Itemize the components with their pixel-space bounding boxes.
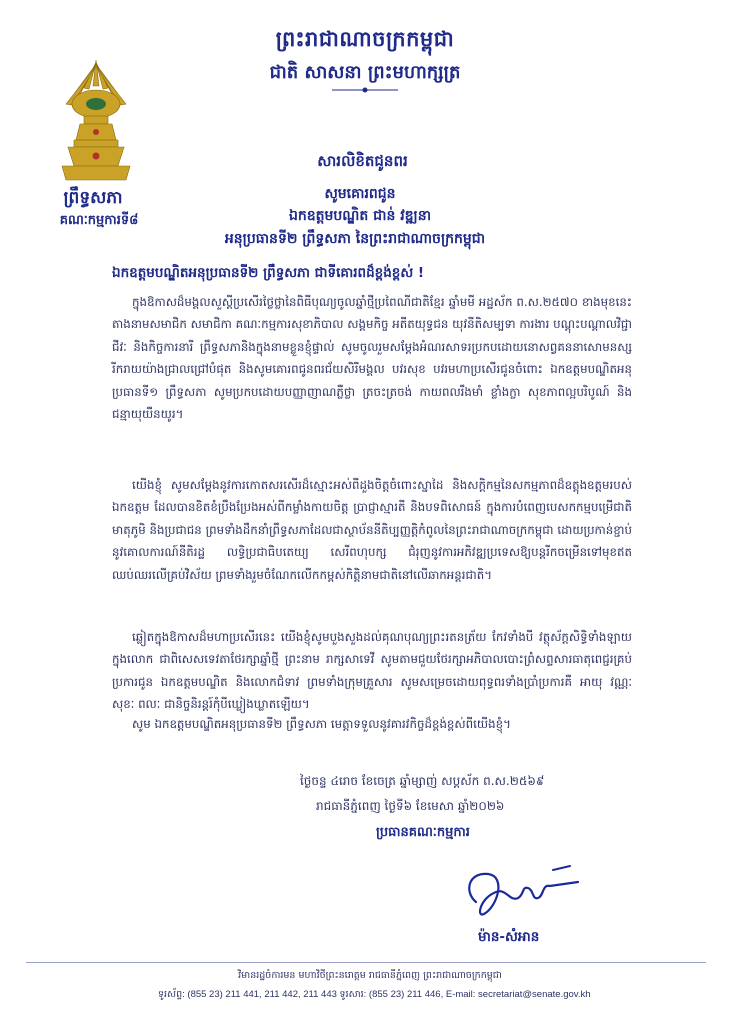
footer-divider — [26, 962, 706, 963]
footer-address: វិមានរដ្ឋចំការមន មហាវិថីព្រះនរោត្តម រាជធានីភ្នំពេញ ព្រះរាជាណាចក្រកម្ពុជា — [238, 970, 502, 981]
national-motto: ជាតិ សាសនា ព្រះមហាក្សត្រ — [269, 62, 461, 83]
title-recipient-name: ឯកឧត្តមបណ្ឌិត ជាន់ វឌ្ឍនា — [288, 208, 432, 224]
body-paragraph-3: ឆ្លៀតក្នុងឱកាសដ៏មហាប្រសើរនេះ យើងខ្ញុំសូមបួងសួងដល់គុណបុណ្យព្រះរតនត្រ័យ កែវទាំងបី វត្ថុស័ក្តសិទ្ធិទាំងឡាយក្នុងលោក ជាពិសេសទេវតាថែរក្សាឆ្នាំថ្មី ព្រះនាម រាក្សសាទេវី សូមតាមជួយថែរក្សាអភិបាលបោះព្រំសព្ទសារធាតុពេជ្ជរគ្រប់ប្រការជូន ឯកឧត្តមបណ្ឌិត និងលោកជំទាវ ព្រមទាំងក្រុមគ្រួសារ សូមសម្រេចដោយពុទ្ធពរទាំងប្រាំប្រការគឺ អាយុ វណ្ណៈ សុខៈ ពលៈ ជានិច្ចនិរន្តរ៍កុំបីឃ្លៀងឃ្លាតឡើយ។ — [112, 630, 632, 712]
senate-emblem-icon — [56, 58, 136, 188]
salutation: ឯកឧត្តមបណ្ឌិតអនុប្រធានទី២ ព្រឹទ្ធសភា ជាទីគោរពដ៏ខ្ពង់ខ្ពស់ ! — [112, 265, 425, 281]
signer-title: ប្រធានគណៈកម្មការ — [376, 825, 470, 840]
signer-name: ម៉ាន-សំអាន — [478, 929, 540, 945]
body-paragraph-4: សូម ឯកឧត្តមបណ្ឌិតអនុប្រធានទី២ ព្រឹទ្ធសភា មេត្តាទទួលនូវគារវកិច្ចដ៏ខ្ពង់ខ្ពស់ពីយើងខ្ញុំ។ — [132, 717, 511, 731]
lunar-date: ថ្ងៃចន្ទ ៤រោច ខែចេត្រ ឆ្នាំម្សាញ់ សប្តស័ក ព.ស.២៥៦៩ — [300, 774, 545, 788]
handwritten-signature-icon — [458, 862, 588, 924]
senate-label: ព្រឹទ្ធសភា — [63, 188, 123, 208]
kingdom-heading: ព្រះរាជាណាចក្រកម្ពុជា — [275, 27, 455, 51]
document-type: សារលិខិតជូនពរ — [317, 152, 408, 170]
title-respect-line: សូមគោរពជូន — [324, 186, 396, 202]
body-paragraph-2: យើងខ្ញុំ សូមសម្តែងនូវការកោតសរសើរដ៏ស្មោះអស់ពីដួងចិត្តចំពោះស្នាដៃ និងសក្តិកម្មនៃសកម្មភាពដ៏ឧត្តុងឧត្តមរបស់ ឯកឧត្តម ដែលបានខិតខំប្រឹងប្រែងអស់ពីកម្លាំងកាយចិត្ត ប្រាជ្ញាស្មារតី និងបទពិសោធន៍ ក្នុងការបំពេញបេសកកម្មបម្រើជាតិ មាតុភូមិ និងប្រជាជន ព្រមទាំងដឹកនាំព្រឹទ្ធសភាដែលជាស្ថាប័ននីតិប្បញ្ញត្តិកំពូលនៃព្រះរាជាណាចក្រកម្ពុជា ដោយប្រកាន់ខ្ជាប់នូវគោលការណ៍នីតិរដ្ឋ លទ្ធិប្រជាធិបតេយ្យ សេរីពហុបក្ស ជំរុញនូវការអភិវឌ្ឍប្រទេសឱ្យបន្តរីកចម្រើនទៅមុខឥតឈប់ឈរលើគ្រប់វិស័យ ព្រមទាំងរួមចំណែកលើកកម្ពស់កិត្តិនាមជាតិនៅលើឆាកអន្តរជាតិ។ — [112, 478, 632, 582]
ornament-divider-icon — [330, 86, 400, 94]
place-date: រាជធានីភ្នំពេញ ថ្ងៃទី៦ ខែមេសា ឆ្នាំ២០២៦ — [316, 799, 505, 813]
footer-contact: ទូរស័ព្ទ: (855 23) 211 441, 211 442, 211 443 ទូរសារ: (855 23) 211 446, E-mail: secretariat@senate.gov.kh — [158, 989, 591, 1000]
title-recipient-position: អនុប្រធានទី២ ព្រឹទ្ធសភា នៃព្រះរាជាណាចក្រកម្ពុជា — [224, 231, 486, 247]
body-paragraph-1: ក្នុងឱកាសដ៏មង្គលសួស្តីប្រសើរថ្លៃថ្លានៃពិធីបុណ្យចូលឆ្នាំថ្មីប្រពៃណីជាតិខ្មែរ ឆ្នាំមមី អដ្ឋស័ក ព.ស.២៥៧០ ខាងមុខនេះ តាងនាមសមាជិក សមាជិកា គណៈកម្មការសុខាភិបាល សង្គមកិច្ច អតីតយុទ្ធជន យុវនីតិសម្បទា ការងារ បណ្តុះបណ្តាលវិជ្ជាជីវៈ និងកិច្ចការនារី ព្រឹទ្ធសភានិងក្នុងនាមខ្លួនខ្ញុំផ្ទាល់ សូមចូលរួមសម្តែងអំណរសាទរប្រកបដោយនោសព្វគននាសោមនស្សរីករាយយ៉ាងជ្រាលជ្រៅបំផុត និងសូមគោរពជូនពរជ័យសិរីមង្គល បវរសុខ បវរមហាប្រសើរជូនចំពោះ ឯកឧត្តមបណ្ឌិតអនុប្រធានទី១ ព្រឹទ្ធសភា សូមប្រកបដោយបញ្ញាញាណភ្លឺថ្លា ត្រចះត្រចង់ កាយពលរឹងមាំ ខ្លាំងក្លា សុខភាពល្អបរិបូណ៍ និងជន្មាយុយឺនយូរ។ — [112, 295, 632, 422]
committee-label: គណៈកម្មការទី៨ — [59, 213, 139, 228]
